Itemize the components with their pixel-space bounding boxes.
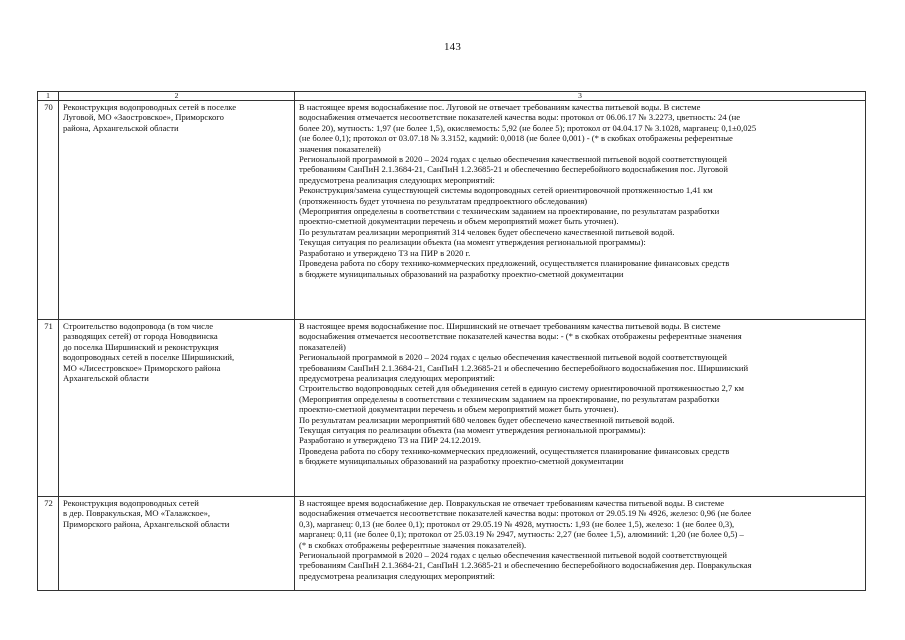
table-row <box>38 101 866 320</box>
description-line: марганец: 0,11 (не более 0,1); протокол от 25.03.19 № 2947, мутность: 2,27 (не более 1,5), алюминий: 1,20 (не более 0,5) – <box>299 529 744 540</box>
object-name-cell <box>59 497 295 591</box>
description-line: По результатам реализации мероприятий 680 человек будет обеспечено качественной питьевой водой. <box>299 414 675 425</box>
table-row <box>38 320 866 497</box>
description-line: значения показателей) <box>299 143 381 154</box>
object-name: Строительство водопровода (в том числе разводящих сетей) от города Новодвинска до поселка Ширшинский и реконструкция водопроводных сетей в поселке Ширшинский, МО «Лисестровское» Приморского района Архангельской области <box>63 321 235 384</box>
table-header-row <box>38 92 866 101</box>
description-line: проектно-сметной документации перечень и объем мероприятий может быть уточнен). <box>299 404 619 415</box>
measures-table <box>37 91 866 591</box>
description-line: в бюджете муниципальных образований на разработку проектно-сметной документации <box>299 456 624 467</box>
description-line: 0,3), марганец: 0,13 (не более 0,1); протокол от 29.05.19 № 4928, мутность: 1,93 (не более 1,5), железо: 1 (не более 0,3), <box>299 518 735 529</box>
description-line: Реконструкция/замена существующей системы водопроводных сетей ориентировочной протяженностью 1,41 км <box>299 185 713 196</box>
description-line: предусмотрена реализация следующих мероприятий: <box>299 373 495 384</box>
row-number: 72 <box>38 497 59 591</box>
description-line: водоснабжения отмечается несоответствие показателей качества воды: протокол от 06.06.17 № 3.2273, цветность: 24 (не <box>299 112 741 123</box>
description-cell <box>295 101 866 320</box>
object-name-cell <box>59 320 295 497</box>
description-line: В настоящее время водоснабжение пос. Ширшинский не отвечает требованиям качества питьевой воды. В системе <box>299 321 721 331</box>
object-name: Реконструкция водопроводных сетей в дер. Повракульская, МО «Талажское», Приморского района, Архангельской области <box>63 498 230 529</box>
column-header-description: 3 <box>295 92 866 101</box>
description-cell <box>295 497 866 591</box>
description-line: Региональной программой в 2020 – 2024 годах с целью обеспечения качественной питьевой водой соответствующей <box>299 550 727 561</box>
description-line: Региональной программой в 2020 – 2024 годах с целью обеспечения качественной питьевой водой соответствующей <box>299 352 727 363</box>
description-line: требованиям СанПиН 2.1.3684-21, СанПиН 1.2.3685-21 и обеспечению бесперебойного водоснабжения пос. Ширшинский <box>299 362 749 373</box>
object-name-cell <box>59 101 295 320</box>
description-line: предусмотрена реализация следующих мероприятий: <box>299 174 495 185</box>
description-line: Разработано и утверждено ТЗ на ПИР в 2020 г. <box>299 247 471 258</box>
description-line: Текущая ситуация по реализации объекта (на момент утверждения региональной программы): <box>299 237 646 248</box>
table-row <box>38 497 866 591</box>
description-line: В настоящее время водоснабжение пос. Луговой не отвечает требованиям качества питьевой воды. В системе <box>299 102 701 112</box>
description-line: требованиям СанПиН 2.1.3684-21, СанПиН 1.2.3685-21 и обеспечению бесперебойного водоснабжения дер. Повракульская <box>299 560 752 571</box>
description-line: предусмотрена реализация следующих мероприятий: <box>299 570 495 581</box>
object-name: Реконструкция водопроводных сетей в поселке Луговой, МО «Заостровское», Приморского района, Архангельской области <box>63 102 237 133</box>
description-line: (* в скобках отображены референтные значения показателей). <box>299 539 527 550</box>
description-line: Строительство водопроводных сетей для объединения сетей в единую систему ориентировочной протяженностью 2,7 км <box>299 383 744 394</box>
description-line: водоснабжения отмечается несоответствие показателей качества воды: - (* в скобках отображены референтные значения <box>299 331 742 342</box>
description-line: По результатам реализации мероприятий 314 человек будет обеспечено качественной питьевой водой. <box>299 226 675 237</box>
description-line: показателей) <box>299 341 346 352</box>
page-number: 143 <box>443 41 462 53</box>
column-header-name: 2 <box>59 92 295 101</box>
description-line: Проведена работа по сбору технико-коммерческих предложений, осуществляется планирование финансовых средств <box>299 258 730 269</box>
description-line: в бюджете муниципальных образований на разработку проектно-сметной документации <box>299 268 624 279</box>
description-line: требованиям СанПиН 2.1.3684-21, СанПиН 1.2.3685-21 и обеспечению бесперебойного водоснабжения пос. Луговой <box>299 164 728 175</box>
row-number: 71 <box>38 320 59 497</box>
description-line: Текущая ситуация по реализации объекта (на момент утверждения региональной программы): <box>299 425 646 436</box>
description-line: более 20), мутность: 1,97 (не более 1,5), окисляемость: 5,92 (не более 5); протокол от 04.04.17 № 3.1028, марганец: 0,1±0,025 <box>299 122 757 133</box>
description-line: Проведена работа по сбору технико-коммерческих предложений, осуществляется планирование финансовых средств <box>299 445 730 456</box>
row-number: 70 <box>38 101 59 320</box>
description-line: проектно-сметной документации перечень и объем мероприятий может быть уточнен). <box>299 216 619 227</box>
description-line: (Мероприятия определены в соответствии с техническим заданием на проектирование, по результатам разработки <box>299 393 720 404</box>
description-line: (не более 0,1); протокол от 03.07.18 № 3.3152, кадмий: 0,0018 (не более 0,001) - (* в скобках отображены референтные <box>299 133 733 144</box>
description-cell <box>295 320 866 497</box>
column-header-number: 1 <box>38 92 59 101</box>
description-line: Разработано и утверждено ТЗ на ПИР 24.12.2019. <box>299 435 481 446</box>
description-line: Региональной программой в 2020 – 2024 годах с целью обеспечения качественной питьевой водой соответствующей <box>299 154 727 165</box>
description-line: (Мероприятия определены в соответствии с техническим заданием на проектирование, по результатам разработки <box>299 206 720 217</box>
description-line: водоснабжения отмечается несоответствие показателей качества воды: протокол от 29.05.19 № 4926, железо: 0,96 (не более <box>299 508 752 519</box>
description-line: В настоящее время водоснабжение дер. Повракульская не отвечает требованиям качества питьевой воды. В системе <box>299 498 725 508</box>
description-line: (протяженность будет уточнена по результатам предпроектного обследования) <box>299 195 588 206</box>
